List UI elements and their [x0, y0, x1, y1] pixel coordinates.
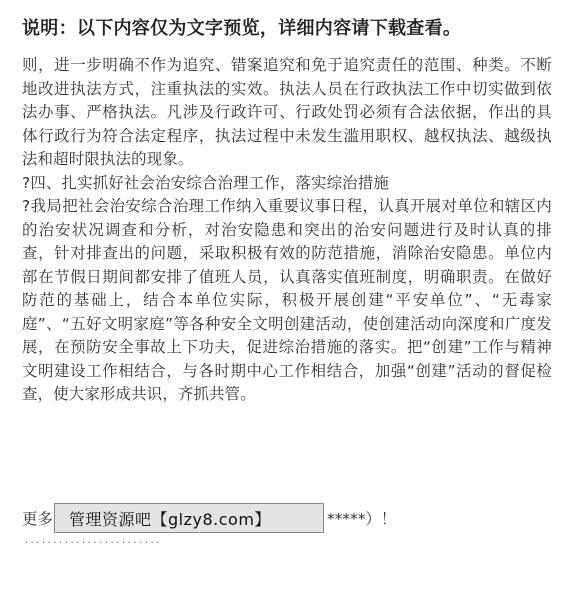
more-suffix-text: *****）！ — [327, 510, 397, 528]
paragraph-2: ?我局把社会治安综合治理工作纳入重要议事日程，认真开展对单位和辖区内的治安状况调查和分析，对治安隐患和突出的治安问题进行及时认真的排查，针对排查出的问题，采取积极有效的防范措施，消除治安隐患。单位内部在节假日期间都安排了值班人员，认真落实值班制度，明确职责。在做好防范的基础上，结合本单位实际，积极开展创建“平安单位”、“无毒家庭”、“五好文明家庭”等各种安全文明创建活动，使创建活动向深度和广度发展，在预防安全事故上下功夫，促进综治措施的落实。把“创建”工作与精神文明建设工作相结合，与各时期中心工作相结合，加强“创建”活动的督促检查，使大家形成共识，齐抓共管。 — [22, 197, 552, 403]
more-prefix-text: 更多 — [22, 510, 53, 528]
watermark-text: 管理资源吧【glzy8.com】 — [69, 509, 271, 529]
paragraph-1: 则，进一步明确不作为追究、错案追究和免于追究责任的范围、种类。不断地改进执法方式，注重执法的实效。执法人员在行政执法工作中切实做到依法办事、严格执法。凡涉及行政许可、行政处罚必须有合法依据，作出的具体行政行为符合法定程序，执法过程中未发生滥用职权、越权执法、越级执法和超时限执法的现象。 — [22, 56, 552, 168]
section-heading: ?四、扎实抓好社会治安综合治理工作，落实综治措施 — [22, 173, 389, 192]
site-watermark-banner — [54, 503, 324, 533]
dotted-divider: ························ — [24, 538, 162, 547]
document-body — [22, 54, 552, 407]
preview-notice: 说明：以下内容仅为文字预览，详细内容请下载查看。 — [22, 18, 462, 39]
